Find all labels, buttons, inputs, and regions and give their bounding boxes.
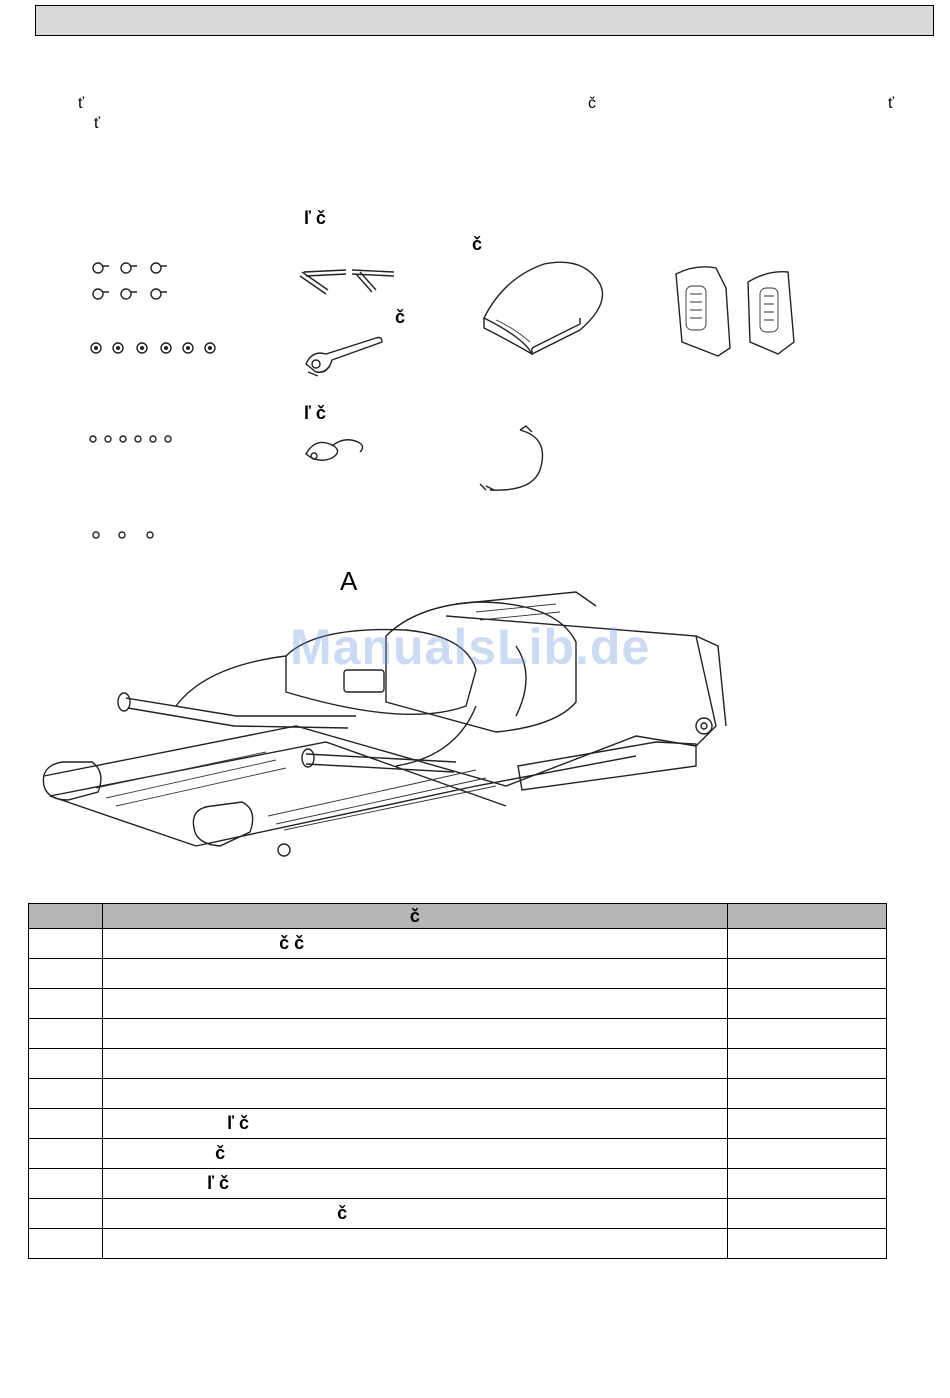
intro-mark-1: ť xyxy=(78,95,84,112)
row-qty xyxy=(727,1169,886,1199)
keys-label: ľ č xyxy=(304,403,326,423)
row-qty xyxy=(727,1019,886,1049)
row-no xyxy=(29,959,103,989)
bolts-icon xyxy=(88,258,178,306)
table-row xyxy=(29,989,887,1019)
watermark: ManualsLib.de xyxy=(290,619,651,675)
table-row xyxy=(29,1139,887,1169)
col-header-qty xyxy=(727,904,886,929)
row-no xyxy=(29,1079,103,1109)
intro-mark-2: č xyxy=(588,95,596,112)
tools-label: ľ č xyxy=(304,208,326,228)
row-no xyxy=(29,1199,103,1229)
row-qty xyxy=(727,1049,886,1079)
table-row xyxy=(29,1109,887,1139)
row-no xyxy=(29,1229,103,1259)
table-row xyxy=(29,1079,887,1109)
row-name: č xyxy=(103,1199,728,1229)
header-bar xyxy=(35,5,934,36)
table-row xyxy=(29,959,887,989)
row-qty xyxy=(727,1079,886,1109)
row-qty xyxy=(727,1229,886,1259)
row-name: č č xyxy=(103,929,728,959)
row-name xyxy=(103,1229,728,1259)
parts-table-header xyxy=(29,904,887,929)
table-row xyxy=(29,1169,887,1199)
table-row xyxy=(29,929,887,959)
side-covers-icon xyxy=(668,264,808,360)
row-qty xyxy=(727,1109,886,1139)
row-name: ľ č xyxy=(103,1169,728,1199)
table-row xyxy=(29,1199,887,1229)
row-qty xyxy=(727,959,886,989)
row-no xyxy=(29,1049,103,1079)
row-name xyxy=(103,1019,728,1049)
row-name: č xyxy=(103,1139,728,1169)
nuts-icon xyxy=(90,528,160,542)
allen-keys-icon xyxy=(298,254,398,302)
col-header-no xyxy=(29,904,103,929)
screws-icon xyxy=(88,432,174,446)
row-name: ľ č xyxy=(103,1109,728,1139)
wrench-icon xyxy=(300,334,386,378)
row-name xyxy=(103,959,728,989)
treadmill-illustration xyxy=(36,566,736,882)
figure-label: A xyxy=(340,566,358,596)
parts-table xyxy=(28,903,887,1259)
wrench-label: č xyxy=(395,307,406,327)
row-qty xyxy=(727,929,886,959)
row-name xyxy=(103,1079,728,1109)
row-no xyxy=(29,1169,103,1199)
cover-label: č xyxy=(472,234,483,254)
cable-icon xyxy=(476,424,560,500)
table-row xyxy=(29,1229,887,1259)
row-no xyxy=(29,1019,103,1049)
row-qty xyxy=(727,1199,886,1229)
table-row xyxy=(29,1019,887,1049)
row-no xyxy=(29,1139,103,1169)
row-no xyxy=(29,929,103,959)
col-header-name: č xyxy=(103,904,728,929)
motor-cover-icon xyxy=(474,262,608,358)
row-qty xyxy=(727,989,886,1019)
washers-icon xyxy=(88,340,218,358)
row-no xyxy=(29,1109,103,1139)
intro-mark-4: ť xyxy=(94,115,100,132)
row-name xyxy=(103,1049,728,1079)
row-qty xyxy=(727,1139,886,1169)
safety-key-icon xyxy=(302,428,372,464)
table-row xyxy=(29,1049,887,1079)
row-no xyxy=(29,989,103,1019)
intro-mark-3: ť xyxy=(888,95,894,112)
row-name xyxy=(103,989,728,1019)
